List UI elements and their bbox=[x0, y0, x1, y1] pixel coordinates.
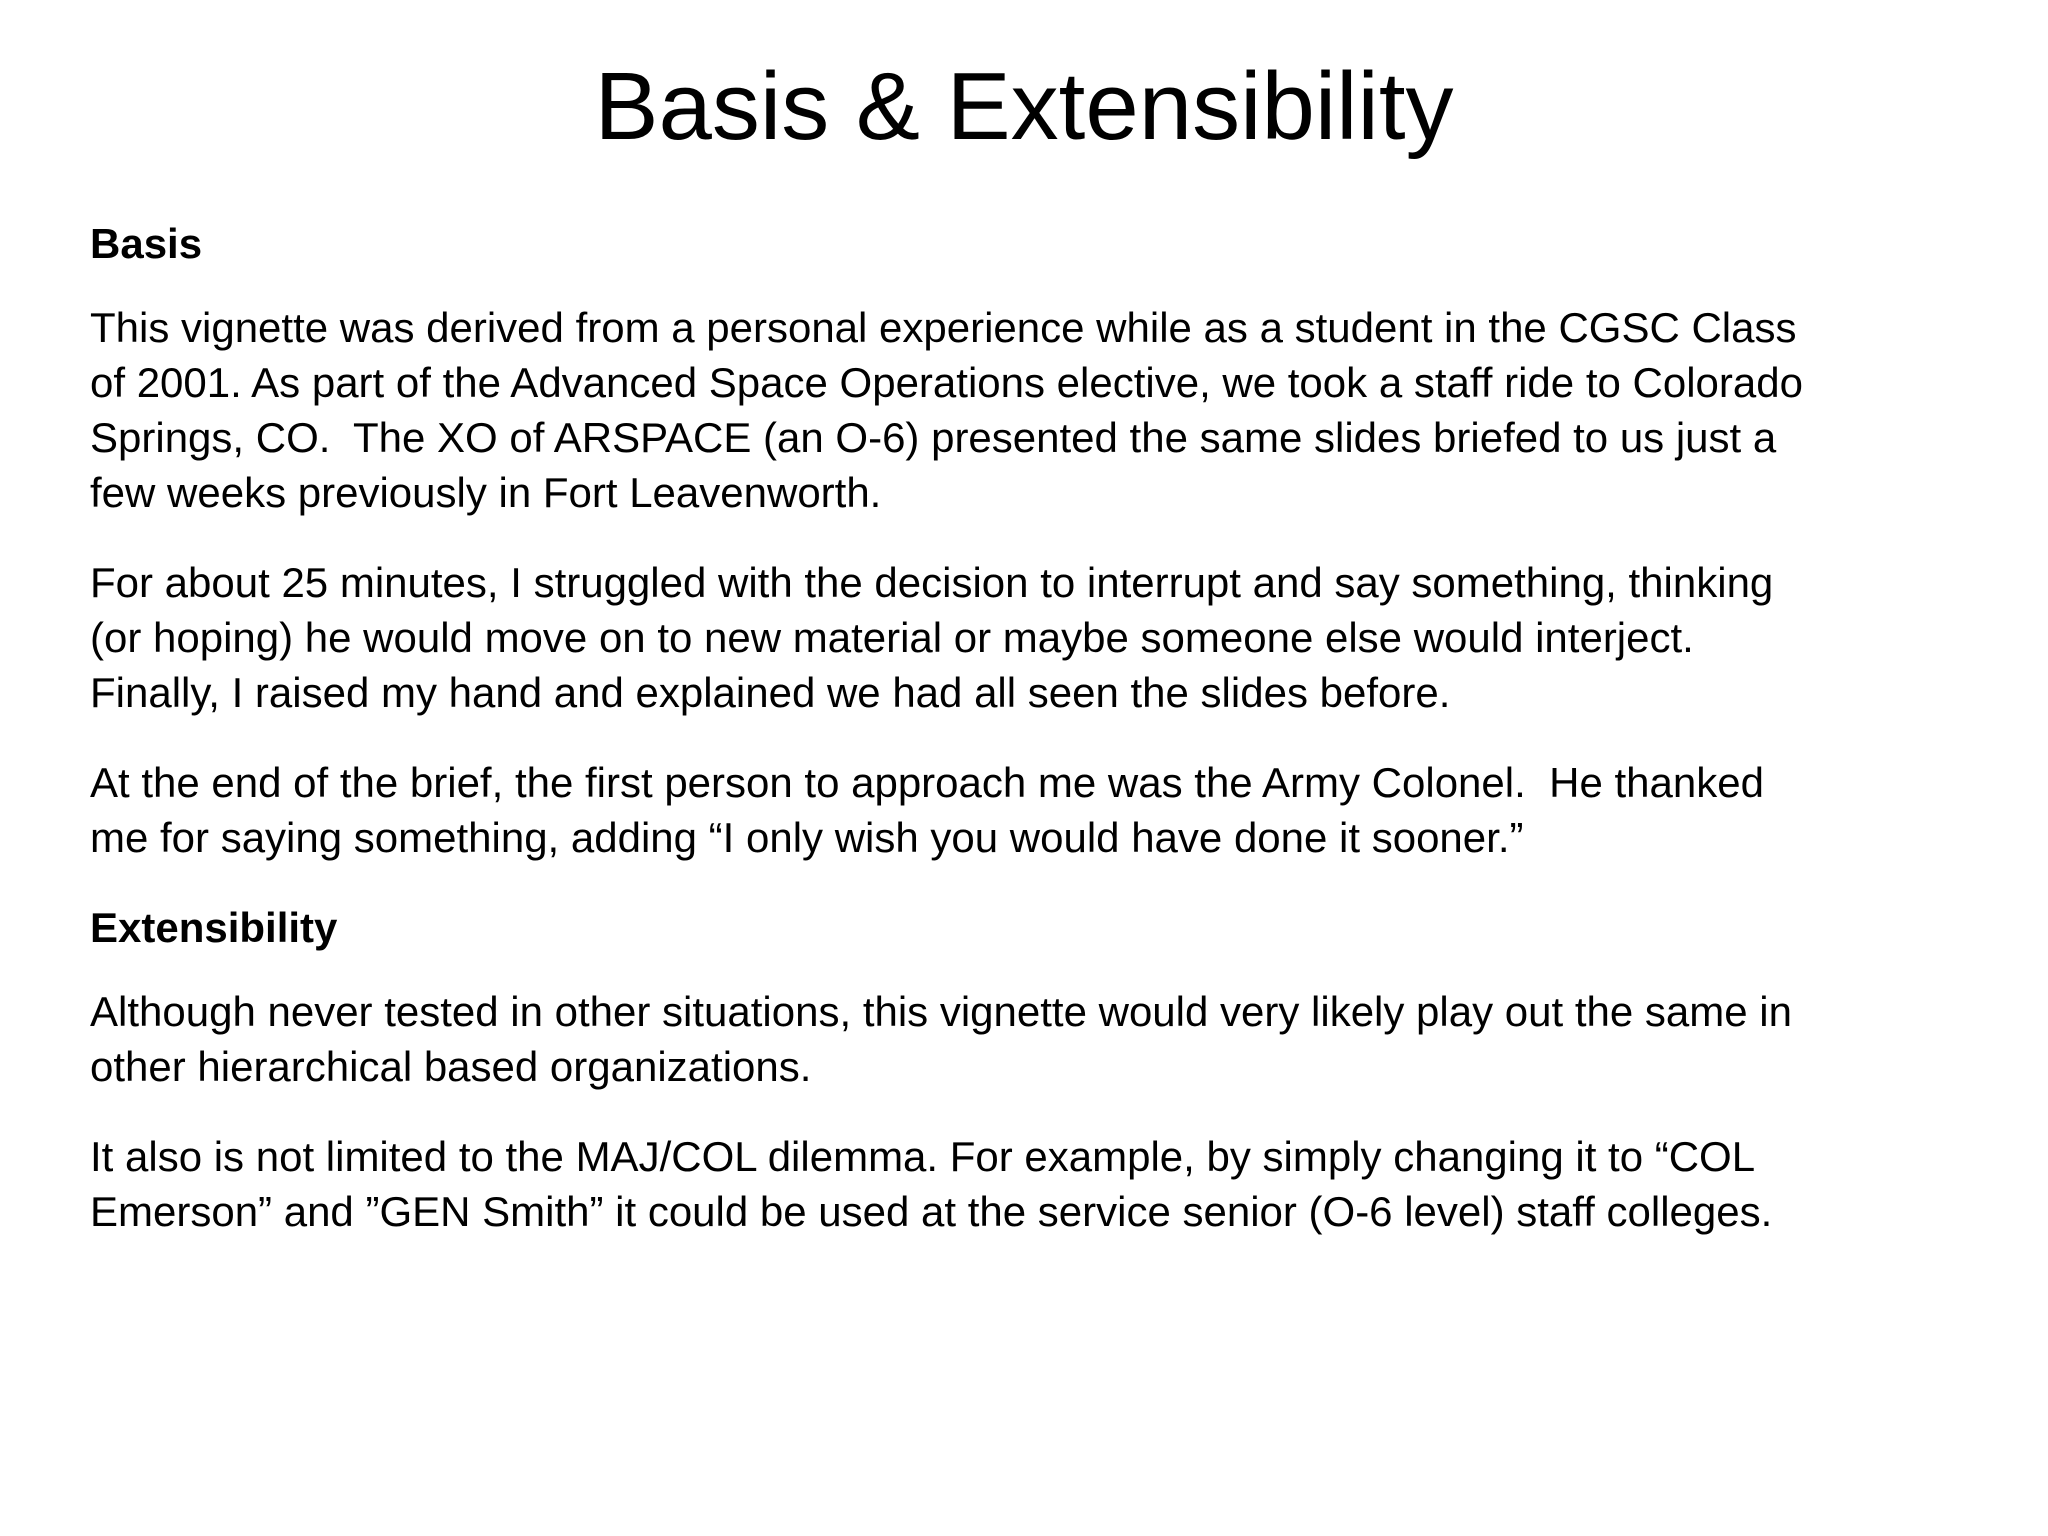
text-line: At the end of the brief, the first person to approach me was the Army Colonel. He thanked bbox=[90, 759, 1764, 806]
text-line: Springs, CO. The XO of ARSPACE (an O-6) presented the same slides briefed to us just a bbox=[90, 414, 1777, 461]
paragraph-extensibility-dilemma bbox=[90, 1129, 1990, 1239]
section-heading-extensibility: Extensibility bbox=[90, 904, 338, 951]
slide-content bbox=[90, 216, 1990, 1274]
paragraph-extensibility-situations bbox=[90, 984, 1990, 1094]
text-line: few weeks previously in Fort Leavenworth. bbox=[90, 469, 882, 516]
paragraph-basis-struggle bbox=[90, 555, 1990, 720]
text-line: Although never tested in other situations, this vignette would very likely play out the same in bbox=[90, 988, 1792, 1035]
paragraph-basis-outcome bbox=[90, 755, 1990, 865]
text-line: (or hoping) he would move on to new material or maybe someone else would interject. bbox=[90, 614, 1694, 661]
section-heading-basis: Basis bbox=[90, 220, 203, 267]
text-line: other hierarchical based organizations. bbox=[90, 1043, 812, 1090]
text-line: of 2001. As part of the Advanced Space Operations elective, we took a staff ride to Colorado bbox=[90, 359, 1803, 406]
text-line: For about 25 minutes, I struggled with the decision to interrupt and say something, thinking bbox=[90, 559, 1774, 606]
text-line: Finally, I raised my hand and explained we had all seen the slides before. bbox=[90, 669, 1451, 716]
text-line: This vignette was derived from a personal experience while as a student in the CGSC Class bbox=[90, 304, 1797, 351]
paragraph-basis-origin bbox=[90, 300, 1990, 520]
text-line: me for saying something, adding “I only wish you would have done it sooner.” bbox=[90, 814, 1524, 861]
slide-title: Basis & Extensibility bbox=[594, 53, 1454, 160]
text-line: Emerson” and ”GEN Smith” it could be used at the service senior (O-6 level) staff colleges. bbox=[90, 1188, 1773, 1235]
text-line: It also is not limited to the MAJ/COL dilemma. For example, by simply changing it to “COL bbox=[90, 1133, 1756, 1180]
